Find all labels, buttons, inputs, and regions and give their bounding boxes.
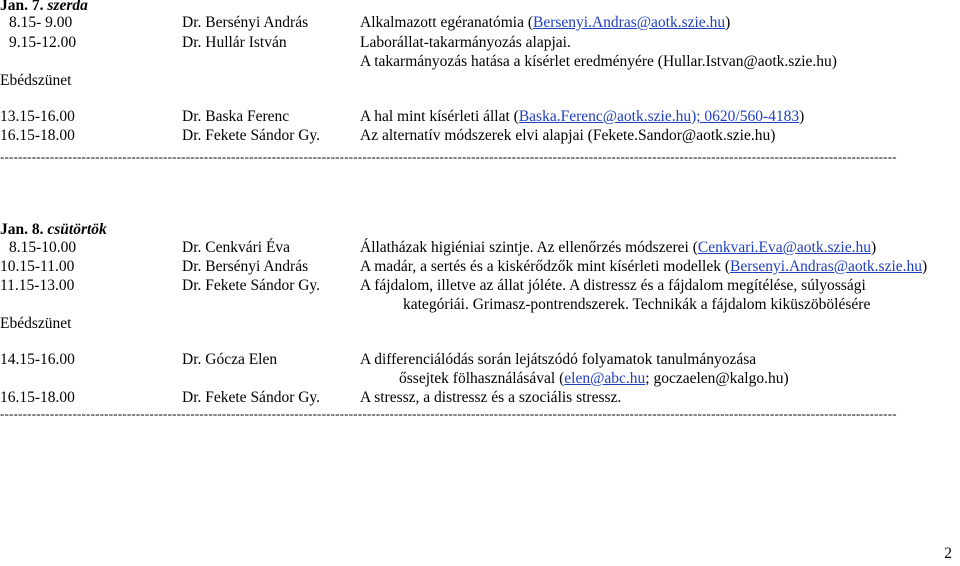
day2-row5-time: 14.15-16.00 <box>0 351 75 368</box>
day2-row3-topic: A fájdalom, illetve az állat jóléte. A distressz és a fájdalom megítélése, súlyossági <box>360 277 866 294</box>
day2-row1-lecturer: Dr. Cenkvári Éva <box>182 239 291 256</box>
day2-lunch-break: Ebédszünet <box>0 315 72 332</box>
day2-row5-lecturer: Dr. Gócza Elen <box>182 351 278 368</box>
page-number: 2 <box>944 545 952 562</box>
day1-row2-time: 9.15-12.00 <box>9 34 77 51</box>
day1-row4-time: 13.15-16.00 <box>0 108 75 125</box>
day2-row6-time: 16.15-18.00 <box>0 389 75 406</box>
day2-row1-topic: Állatházak higiéniai szintje. Az ellenőrzés módszerei (Cenkvari.Eva@aotk.szie.hu) <box>360 239 877 256</box>
day2-row5-topic: A differenciálódás során lejátszódó folyamatok tanulmányozása <box>360 351 757 368</box>
day1-row2-topic: Laborállat-takarmányozás alapjai. <box>360 34 571 51</box>
day1-row5-lecturer: Dr. Fekete Sándor Gy. <box>182 127 321 144</box>
day1-row5-time: 16.15-18.00 <box>0 127 75 144</box>
day1-row2-topic-cont: A takarmányozás hatása a kísérlet eredményére (Hullar.Istvan@aotk.szie.hu) <box>360 53 837 70</box>
day2-row6-topic: A stressz, a distressz és a szociális stressz. <box>360 389 622 406</box>
email-link[interactable]: elen@abc.hu <box>564 370 646 387</box>
day1-heading: Jan. 7. szerda <box>0 0 88 14</box>
day2-row3-lecturer: Dr. Fekete Sándor Gy. <box>182 277 321 294</box>
day2-row2-lecturer: Dr. Bersényi András <box>182 258 309 275</box>
day1-row2-lecturer: Dr. Hullár István <box>182 34 287 51</box>
separator-line: ------------------------------------------------------------------------------------------------------------------------------------------------------------------------------------------------------ <box>0 150 897 164</box>
day2-heading: Jan. 8. csütörtök <box>0 221 107 238</box>
email-link[interactable]: Bersenyi.Andras@aotk.szie.hu <box>533 14 726 31</box>
day1-row1-lecturer: Dr. Bersényi András <box>182 14 309 31</box>
day1-row4-lecturer: Dr. Baska Ferenc <box>182 108 290 125</box>
email-link[interactable]: Bersenyi.Andras@aotk.szie.hu <box>729 258 923 275</box>
day2-row3-topic-cont: kategóriái. Grimasz-pontrendszerek. Technikák a fájdalom kiküszöbölésére <box>403 296 871 313</box>
day2-row2-topic: A madár, a sertés és a kiskérődzők mint kísérleti modellek (Bersenyi.Andras@aotk.szie.hu) <box>360 258 928 275</box>
email-link[interactable]: Cenkvari.Eva@aotk.szie.hu <box>697 239 871 256</box>
day1-row4-topic: A hal mint kísérleti állat (Baska.Ferenc@aotk.szie.hu); 0620/560-4183) <box>360 108 805 125</box>
day2-row5-topic-cont: őssejtek fölhasználásával (elen@abc.hu; goczaelen@kalgo.hu) <box>399 370 789 387</box>
day2-row6-lecturer: Dr. Fekete Sándor Gy. <box>182 389 321 406</box>
day1-row5-topic: Az alternatív módszerek elvi alapjai (Fekete.Sandor@aotk.szie.hu) <box>360 127 776 144</box>
separator-line-2: ------------------------------------------------------------------------------------------------------------------------------------------------------------------------------------------------------ <box>0 407 897 421</box>
day2-row1-time: 8.15-10.00 <box>9 239 77 256</box>
day1-row1-time: 8.15- 9.00 <box>9 14 73 31</box>
day1-lunch-break: Ebédszünet <box>0 72 72 89</box>
day2-row2-time: 10.15-11.00 <box>0 258 75 275</box>
email-link[interactable]: Baska.Ferenc@aotk.szie.hu); 0620/560-4183 <box>518 108 800 125</box>
day1-row1-topic: Alkalmazott egéranatómia (Bersenyi.Andras@aotk.szie.hu) <box>360 14 731 31</box>
day2-row3-time: 11.15-13.00 <box>0 277 75 294</box>
